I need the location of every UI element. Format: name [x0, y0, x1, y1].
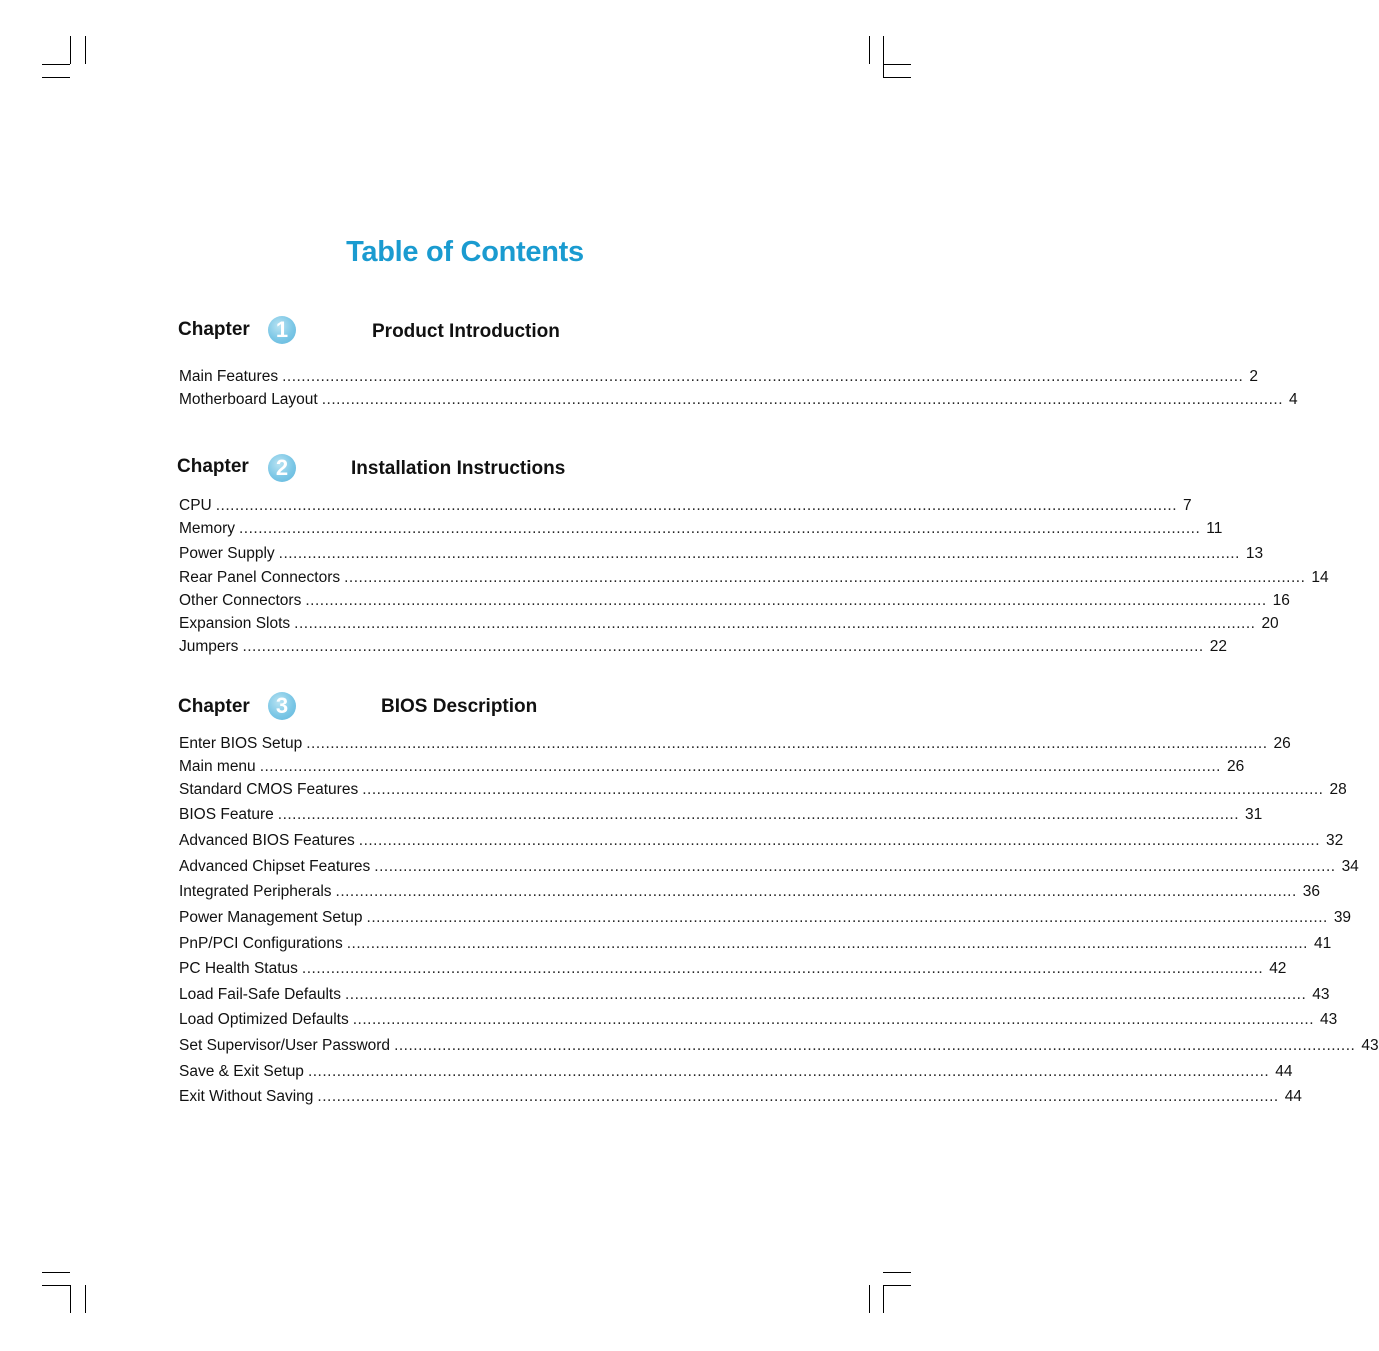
toc-entry-label: Memory: [179, 520, 235, 537]
toc-entry[interactable]: [179, 613, 1279, 633]
toc-entry[interactable]: [179, 543, 1264, 563]
toc-entry-label: Advanced Chipset Features: [179, 858, 371, 875]
toc-entry-page: 43: [1320, 1011, 1338, 1028]
toc-entry[interactable]: [179, 389, 1298, 409]
toc-entry[interactable]: [179, 907, 1352, 927]
toc-entry[interactable]: [179, 1035, 1379, 1055]
toc-entry-page: 32: [1326, 832, 1344, 849]
toc-entry-page: 43: [1312, 986, 1330, 1003]
dot-leader: ........................................................................................................................................................................................................: [394, 1037, 1356, 1054]
toc-entry-page: 26: [1273, 735, 1291, 752]
toc-entry-label: Load Fail-Safe Defaults: [179, 986, 341, 1003]
toc-entry-label: BIOS Feature: [179, 806, 274, 823]
toc-entry[interactable]: [179, 590, 1290, 610]
dot-leader: ........................................................................................................................................................................................................: [352, 1011, 1315, 1028]
dot-leader: ........................................................................................................................................................................................................: [307, 1063, 1270, 1080]
toc-entry-page: 41: [1313, 935, 1332, 952]
toc-entry-page: 11: [1206, 520, 1223, 537]
toc-entry-label: PnP/PCI Configurations: [179, 935, 343, 952]
dot-leader: ........................................................................................................................................................................................................: [306, 735, 1268, 752]
chapter-number-badge: 2: [268, 454, 296, 482]
toc-entry[interactable]: [179, 1061, 1293, 1081]
toc-entry-page: 43: [1361, 1037, 1379, 1054]
toc-entry-label: PC Health Status: [179, 960, 298, 977]
dot-leader: ........................................................................................................................................................................................................: [344, 986, 1307, 1003]
toc-entry[interactable]: [179, 881, 1321, 901]
dot-leader: ........................................................................................................................................................................................................: [278, 545, 1240, 562]
toc-entry-page: 39: [1333, 909, 1352, 926]
toc-entry-label: Power Management Setup: [179, 909, 363, 926]
toc-entry-page: 4: [1289, 391, 1298, 408]
dot-leader: ........................................................................................................................................................................................................: [215, 497, 1178, 514]
toc-entry-page: 7: [1183, 497, 1192, 514]
toc-entry-label: Expansion Slots: [179, 615, 291, 632]
toc-entry-page: 20: [1261, 615, 1279, 632]
chapter-number-badge: 1: [268, 316, 296, 344]
toc-entry[interactable]: [179, 779, 1347, 799]
toc-entry[interactable]: [179, 756, 1245, 776]
toc-entry-page: 31: [1245, 806, 1263, 823]
dot-leader: ........................................................................................................................................................................................................: [282, 368, 1244, 385]
toc-entry-page: 2: [1249, 368, 1258, 385]
toc-entry-label: Advanced BIOS Features: [179, 832, 355, 849]
toc-entry-page: 34: [1341, 858, 1359, 875]
dot-leader: ........................................................................................................................................................................................................: [321, 391, 1284, 408]
chapter-title: Product Introduction: [372, 321, 560, 342]
toc-entry-label: Rear Panel Connectors: [179, 569, 341, 586]
toc-entry[interactable]: [179, 958, 1287, 978]
dot-leader: ........................................................................................................................................................................................................: [346, 935, 1308, 952]
toc-entry-page: 16: [1272, 592, 1290, 609]
dot-leader: ........................................................................................................................................................................................................: [366, 909, 1328, 926]
toc-entry[interactable]: [179, 495, 1192, 515]
toc-entry-page: 22: [1209, 638, 1227, 655]
toc-entry-page: 42: [1269, 960, 1287, 977]
chapter-number-badge: 3: [268, 692, 296, 720]
toc-entry[interactable]: [179, 984, 1330, 1004]
dot-leader: ........................................................................................................................................................................................................: [277, 806, 1240, 823]
dot-leader: ........................................................................................................................................................................................................: [358, 832, 1321, 849]
toc-entry[interactable]: [179, 856, 1359, 876]
chapter-label: Chapter: [177, 456, 249, 477]
toc-entry-label: Main Features: [179, 368, 279, 385]
toc-entry[interactable]: [179, 733, 1291, 753]
toc-entry[interactable]: [179, 804, 1263, 824]
toc-entry-label: Jumpers: [179, 638, 239, 655]
dot-leader: ........................................................................................................................................................................................................: [305, 592, 1267, 609]
toc-entry-page: 26: [1226, 758, 1245, 775]
toc-entry-label: CPU: [179, 497, 212, 514]
dot-leader: ........................................................................................................................................................................................................: [317, 1088, 1279, 1105]
toc-entry-label: Power Supply: [179, 545, 275, 562]
dot-leader: ........................................................................................................................................................................................................: [259, 758, 1221, 775]
dot-leader: ........................................................................................................................................................................................................: [344, 569, 1306, 586]
toc-entry-label: Integrated Peripherals: [179, 883, 332, 900]
toc-entry-label: Motherboard Layout: [179, 391, 318, 408]
toc-entry-label: Enter BIOS Setup: [179, 735, 303, 752]
toc-entry-page: 14: [1311, 569, 1329, 586]
toc-entry-page: 36: [1302, 883, 1321, 900]
chapter-label: Chapter: [178, 696, 250, 717]
toc-entry-label: Load Optimized Defaults: [179, 1011, 349, 1028]
toc-entry-label: Other Connectors: [179, 592, 302, 609]
toc-entry-page: 44: [1275, 1063, 1293, 1080]
toc-entry-label: Main menu: [179, 758, 256, 775]
chapter-title: BIOS Description: [381, 696, 538, 717]
toc-entry[interactable]: [179, 567, 1329, 587]
toc-entry[interactable]: [179, 933, 1332, 953]
toc-entry[interactable]: [179, 366, 1258, 386]
dot-leader: ........................................................................................................................................................................................................: [238, 520, 1201, 537]
dot-leader: ........................................................................................................................................................................................................: [301, 960, 1264, 977]
dot-leader: ........................................................................................................................................................................................................: [294, 615, 1256, 632]
dot-leader: ........................................................................................................................................................................................................: [335, 883, 1297, 900]
toc-entry[interactable]: [179, 830, 1344, 850]
chapter-title: Installation Instructions: [351, 458, 566, 479]
dot-leader: ........................................................................................................................................................................................................: [362, 781, 1324, 798]
toc-entry-page: 44: [1284, 1088, 1302, 1105]
toc-entry-label: Standard CMOS Features: [179, 781, 359, 798]
toc-entry-label: Set Supervisor/User Password: [179, 1037, 391, 1054]
chapter-label: Chapter: [178, 319, 250, 340]
toc-entry[interactable]: [179, 518, 1223, 538]
toc-entry-page: 13: [1245, 545, 1264, 562]
toc-entry-label: Exit Without Saving: [179, 1088, 314, 1105]
toc-entry[interactable]: [179, 636, 1227, 656]
toc-entry-page: 28: [1329, 781, 1347, 798]
page-title: Table of Contents: [346, 236, 584, 268]
toc-entry-label: Save & Exit Setup: [179, 1063, 304, 1080]
dot-leader: ........................................................................................................................................................................................................: [374, 858, 1336, 875]
toc-entry[interactable]: [179, 1009, 1338, 1029]
toc-entry[interactable]: [179, 1086, 1302, 1106]
dot-leader: ........................................................................................................................................................................................................: [242, 638, 1204, 655]
